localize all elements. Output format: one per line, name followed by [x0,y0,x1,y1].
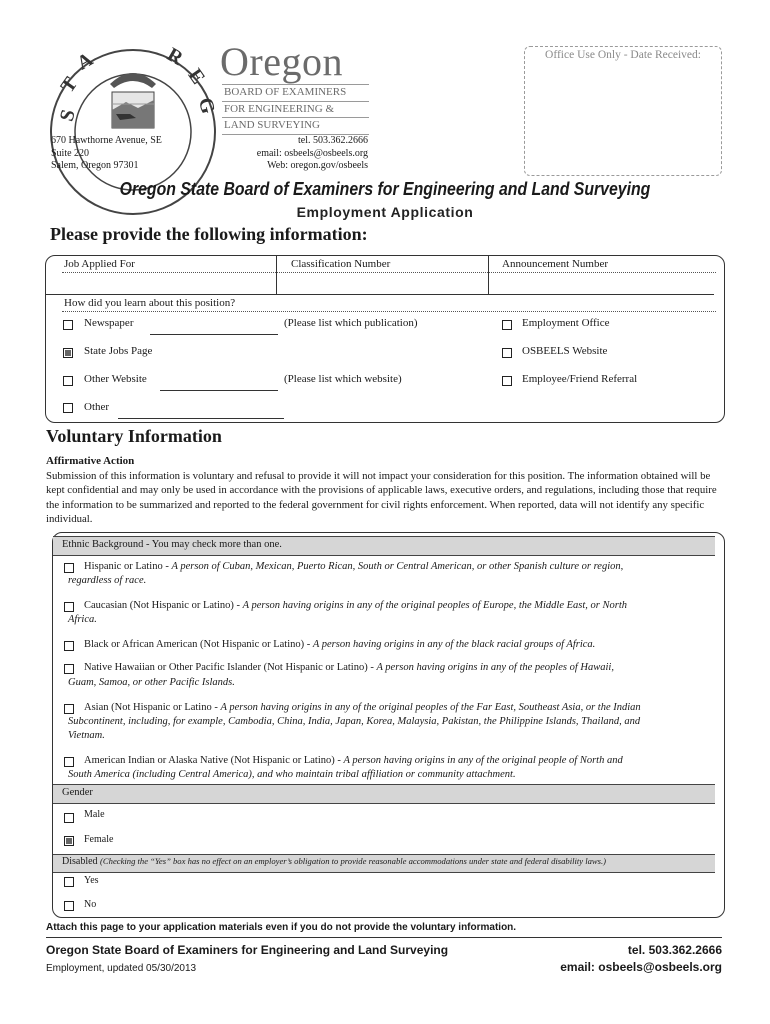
footer-updated: Employment, updated 05/30/2013 [46,963,197,974]
svg-text:T: T [56,73,83,97]
newspaper-label: Newspaper [84,317,134,329]
publication-note: (Please list which publication) [284,317,418,329]
employment-office-checkbox[interactable] [502,320,512,330]
asian-option [84,701,641,715]
announcement-label: Announcement Number [502,258,608,270]
board-line-3: LAND SURVEYING [222,117,369,135]
option-description: A person having origins in any of the black racial groups of Africa. [312,639,596,650]
state-jobs-label: State Jobs Page [84,345,153,357]
publication-line[interactable] [150,334,278,335]
document-title: Oregon State Board of Examiners for Engineering and Land Surveying [119,179,651,199]
option-description: A person of Cuban, Mexican, Puerto Rican, South or Central American, or other Spanish culture or region, [171,561,624,572]
caucasian-option-cont [68,613,97,627]
dotted-rule [62,311,716,312]
hispanic-option [84,560,623,574]
option-name: Hispanic or Latino - [84,561,172,572]
option-name: Asian (Not Hispanic or Latino - [84,702,221,713]
svg-text:R: R [163,43,187,70]
board-line-1: BOARD OF EXAMINERS [222,84,369,101]
announcement-field[interactable] [492,274,714,294]
option-name: American Indian or Alaska Native (Not Hispanic or Latino) - [84,755,344,766]
mailing-address [51,135,162,173]
referral-checkbox[interactable] [502,376,512,386]
logo-wordmark: Oregon [220,39,343,84]
option-description: South America (including Central America), and who maintain tribal affiliation or community attachment. [68,769,516,780]
option-description: Subcontinent, including, for example, Cambodia, China, India, Japan, Korea, Malaysia, Pakistan, the Philippine Islands, Thailand, and [68,716,641,727]
provide-heading: Please provide the following information: [50,224,368,244]
caucasian-option [84,599,627,613]
gender-bar [53,784,715,804]
other-checkbox[interactable] [63,403,73,413]
office-use-box [524,46,722,176]
asian-option-cont2 [68,729,105,743]
job-applied-field[interactable] [64,274,270,294]
american-indian-option [84,754,623,768]
dotted-rule [62,272,716,273]
address-line-1: 670 Hawthorne Avenue, SE [51,135,162,146]
disabled-no-checkbox[interactable] [64,901,74,911]
website-note: (Please list which website) [284,373,402,385]
other-line[interactable] [118,418,284,419]
option-description: A person having origins in any of the original peoples of the Far East, Southeast Asia, or the Indian [220,702,641,713]
document-subtitle: Employment Application [296,204,474,220]
col-divider-2 [488,256,489,295]
black-checkbox[interactable] [64,641,74,651]
footer-email: email: osbeels@osbeels.org [560,960,722,974]
caucasian-checkbox[interactable] [64,602,74,612]
other-label: Other [84,401,110,413]
footer-tel: tel. 503.362.2666 [627,943,722,957]
svg-text:E: E [183,64,210,89]
address-line-3: Salem, Oregon 97301 [51,160,139,171]
disabled-bar-label [62,856,606,867]
row-rule [46,294,714,295]
contact-web: Web: oregon.gov/osbeels [267,160,368,171]
no-label: No [84,899,97,910]
affirmative-action-paragraph: Submission of this information is voluntary and refusal to provide it will not impact your consideration for this position. The information obtained will be kept confidential and may only be used in accordance with the provisions of applicable laws, executive orders, and regulations, including those that require the information to be summarized and reported to the federal government for civil rights enforcement. When reported, data will not identify any specific individual. [46,470,717,525]
voluntary-heading: Voluntary Information [46,426,222,446]
attach-note: Attach this page to your application materials even if you do not provide the voluntary information. [46,922,517,933]
employment-office-label: Employment Office [522,317,610,329]
option-description: Vietnam. [68,730,105,741]
classification-label: Classification Number [291,258,391,270]
pacific-islander-option [84,661,614,675]
other-website-label: Other Website [84,373,147,385]
state-seal-logo [50,43,220,128]
option-name: Black or African American (Not Hispanic or Latino) - [84,639,313,650]
option-description: A person having origins in any of the peoples of Hawaii, [376,662,614,673]
option-name: Native Hawaiian or Other Pacific Islander (Not Hispanic or Latino) - [84,662,377,673]
website-line[interactable] [160,390,278,391]
gender-bar-label: Gender [62,787,93,798]
option-description: Africa. [68,614,97,625]
male-label: Male [84,809,105,820]
hispanic-option-cont [68,574,146,588]
female-label: Female [84,834,114,845]
svg-text:G: G [193,95,220,117]
option-description: regardless of race. [68,575,147,586]
classification-field[interactable] [280,274,484,294]
svg-text:A: A [73,48,97,75]
asian-checkbox[interactable] [64,704,74,714]
footer-org: Oregon State Board of Examiners for Engineering and Land Surveying [46,943,449,957]
osbeels-website-checkbox[interactable] [502,348,512,358]
disabled-yes-checkbox[interactable] [64,877,74,887]
col-divider-1 [276,256,277,295]
board-name-lines [222,84,369,135]
option-name: Caucasian (Not Hispanic or Latino) - [84,600,243,611]
contact-info [200,135,368,173]
option-description: A person having origins in any of the original people of North and [343,755,623,766]
board-line-2: FOR ENGINEERING & [222,101,369,118]
state-jobs-checkbox[interactable] [63,348,73,358]
contact-email: email: osbeels@osbeels.org [256,147,368,159]
job-applied-label: Job Applied For [64,258,135,270]
option-description: Guam, Samoa, or other Pacific Islands. [68,677,235,688]
black-option [84,638,595,652]
pacific-islander-checkbox[interactable] [64,664,74,674]
osbeels-website-label: OSBEELS Website [522,345,608,357]
ethnic-bar-label: Ethnic Background - You may check more than one. [62,539,282,550]
newspaper-checkbox[interactable] [63,320,73,330]
affirmative-action-heading: Affirmative Action [46,455,135,467]
disabled-label: Disabled [62,856,101,867]
option-description: A person having origins in any of the original peoples of Europe, the Middle East, or North [242,600,628,611]
referral-label: Employee/Friend Referral [522,373,638,385]
yes-label: Yes [84,875,99,886]
footer-rule [46,937,722,938]
svg-text:S: S [55,107,80,124]
disabled-note: (Checking the “Yes” box has no effect on an employer’s obligation to provide reasonable accommodations under state and federal disability laws.) [100,856,606,866]
american-indian-checkbox[interactable] [64,757,74,767]
hispanic-checkbox[interactable] [64,563,74,573]
other-website-checkbox[interactable] [63,376,73,386]
contact-tel: tel. 503.362.2666 [298,135,368,146]
office-use-label: Office Use Only - Date Received: [545,49,701,61]
male-checkbox[interactable] [64,813,74,823]
how-learn-label: How did you learn about this position? [64,297,236,309]
female-checkbox[interactable] [64,836,74,846]
address-line-2: Suite 220 [51,147,90,159]
pacific-islander-option-cont [68,676,235,690]
american-indian-option-cont [68,768,516,782]
asian-option-cont [68,715,640,729]
